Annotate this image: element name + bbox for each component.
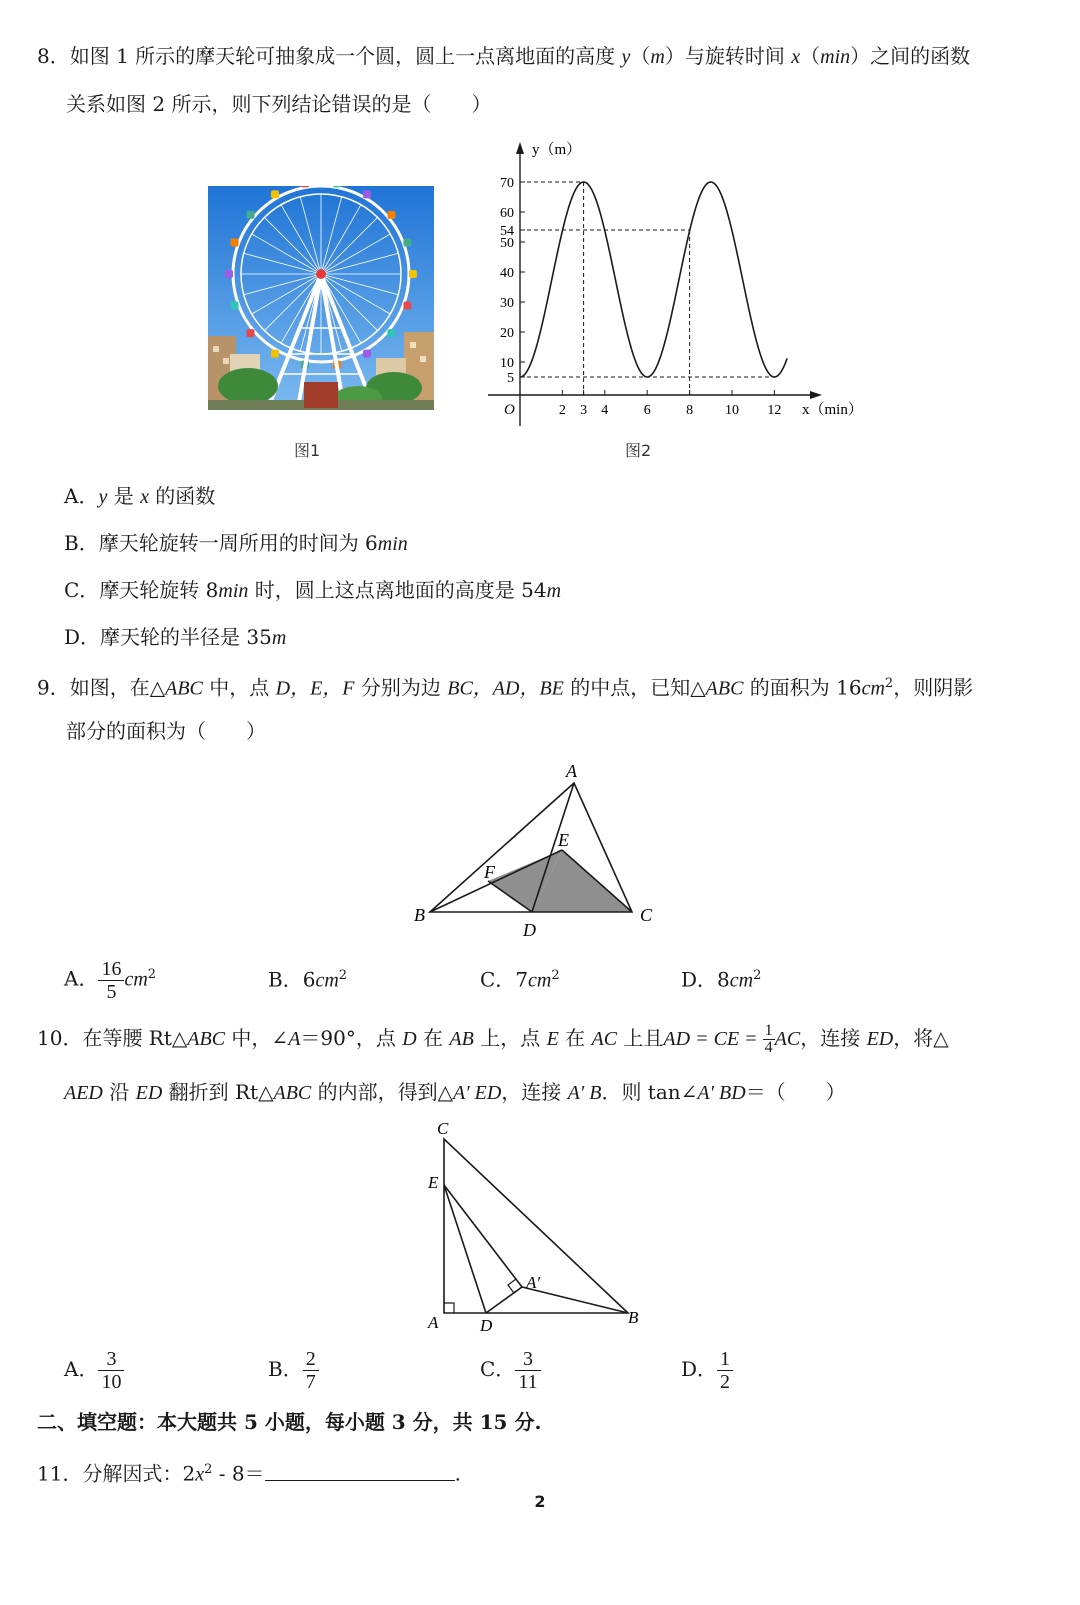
label-a: A <box>566 761 577 781</box>
origin-label: O <box>504 402 515 418</box>
segment-ed <box>444 1185 486 1313</box>
wheel-cabin <box>333 186 341 187</box>
question-number: 11． <box>37 1461 83 1486</box>
wheel-cabin <box>363 190 371 198</box>
y-axis-arrow <box>516 142 524 154</box>
q10-line2: AED 沿 ED 翻折到 Rt△ABC 的内部，得到△A′ ED，连接 A′ B．则 tan∠A′ BD＝（ ） <box>64 1080 846 1104</box>
label-d: D <box>523 920 536 940</box>
figure-2-caption: 图2 <box>625 441 652 460</box>
right-angle-mark-a-prime <box>508 1279 516 1293</box>
fraction: $\frac{1}{2}$ <box>717 1348 733 1393</box>
question-number: 9． <box>37 675 70 700</box>
x-tick-label: 3 <box>580 403 588 418</box>
y-tick-label: 20 <box>500 326 514 341</box>
q10-line1: 10．在等腰 Rt△ABC 中，∠A＝90°，点 D 在 AB 上，点 E 在 AC 上且AD = CE = $\frac{1}{4}$ AC，连接 ED，将△ <box>37 1022 949 1056</box>
y-tick-label: 40 <box>500 266 514 281</box>
q9-option-a[interactable]: A． $\frac{16}{5}$ $cm^2$ <box>64 957 157 1003</box>
y-tick-label: 50 <box>500 236 514 251</box>
label-d: D <box>480 1316 493 1335</box>
right-triangle-fold-figure <box>420 1115 660 1337</box>
label-e: E <box>428 1173 439 1192</box>
label-b: B <box>414 905 425 925</box>
wheel-cabin <box>387 329 395 337</box>
q9-line1: 9．如图，在△ABC 中，点 D，E，F 分别为边 BC，AD，BE 的中点，已知△ABC 的面积为 $16cm^2$，则阴影 <box>37 675 974 700</box>
fraction: $\frac{3}{10}$ <box>98 1348 124 1393</box>
x-tick-label: 8 <box>686 403 694 418</box>
x-axis-label: x（min） <box>802 402 863 418</box>
right-angle-mark-a <box>444 1303 454 1313</box>
q9-option-b[interactable]: B．$6cm^2$ <box>268 967 348 992</box>
wheel-cabin <box>387 211 395 219</box>
question-number: 8． <box>37 44 70 68</box>
question-number: 10． <box>37 1026 83 1050</box>
x-tick-label: 6 <box>643 403 651 418</box>
wheel-cabin <box>247 329 255 337</box>
wheel-cabin <box>363 350 371 358</box>
triangle-abc-figure <box>408 758 668 943</box>
fraction: $\frac{2}{7}$ <box>303 1348 319 1393</box>
wheel-cabin <box>403 239 411 247</box>
height-time-graph <box>480 136 880 436</box>
y-tick-label: 5 <box>507 371 514 386</box>
label-f: F <box>484 862 495 882</box>
q8-line2: 关系如图 2 所示，则下列结论错误的是（ ） <box>66 92 492 116</box>
q10-option-c[interactable]: C． $\frac{3}{11}$ <box>480 1344 541 1394</box>
segment-ea-prime <box>444 1185 522 1287</box>
wheel-cabin <box>231 301 239 309</box>
x-axis-arrow <box>810 391 822 399</box>
y-tick-label: 30 <box>500 296 514 311</box>
q11-line: 11．分解因式：$2x^2 - 8=$ . <box>37 1461 461 1486</box>
wheel-cabin <box>231 239 239 247</box>
y-tick-label: 60 <box>500 206 514 221</box>
height-curve <box>520 182 787 377</box>
y-axis-label: y（m） <box>532 142 582 158</box>
q9-option-c[interactable]: C．$7cm^2$ <box>480 967 560 992</box>
q8-option-b[interactable]: B．摩天轮旋转一周所用的时间为 6min <box>64 531 408 555</box>
y-tick-label: 70 <box>500 176 514 191</box>
page-number: 2 <box>534 1492 546 1511</box>
fraction: $\frac{3}{11}$ <box>515 1348 540 1393</box>
x-tick-label: 12 <box>767 403 782 418</box>
answer-blank[interactable] <box>265 1460 455 1481</box>
label-a: A <box>428 1313 439 1332</box>
label-a-prime: A′ <box>526 1273 541 1292</box>
q8-option-d[interactable]: D．摩天轮的半径是 35m <box>64 625 287 649</box>
q9-line2: 部分的面积为（ ） <box>66 719 266 743</box>
fraction: $\frac{1}{4}$ <box>764 1022 773 1056</box>
x-tick-label: 10 <box>725 403 739 418</box>
label-c: C <box>640 905 653 925</box>
wheel-cabin <box>409 270 417 278</box>
segment-da-prime <box>486 1287 522 1313</box>
label-b: B <box>628 1308 639 1327</box>
wheel-cabin <box>301 186 309 187</box>
label-c: C <box>437 1119 449 1138</box>
figure-1-caption: 图1 <box>294 441 321 460</box>
q10-option-b[interactable]: B． $\frac{2}{7}$ <box>268 1344 319 1394</box>
wheel-cabin <box>271 350 279 358</box>
q10-option-d[interactable]: D． $\frac{1}{2}$ <box>681 1344 733 1394</box>
y-tick-label: 10 <box>500 356 514 371</box>
wheel-cabin <box>225 270 233 278</box>
q8-option-c[interactable]: C．摩天轮旋转 8min 时，圆上这点离地面的高度是 54m <box>64 578 562 602</box>
wheel-cabin <box>247 211 255 219</box>
x-tick-label: 2 <box>558 403 566 418</box>
wheel-cabin <box>403 301 411 309</box>
ferris-wheel-photo <box>208 186 434 410</box>
q8-line1: 8．如图 1 所示的摩天轮可抽象成一个圆，圆上一点离地面的高度 y（m）与旋转时间 x（min）之间的函数 <box>37 44 971 68</box>
y-tick-label: 54 <box>500 224 514 239</box>
wheel-cabin <box>271 190 279 198</box>
x-tick-label: 4 <box>601 403 609 418</box>
q9-option-d[interactable]: D．$8cm^2$ <box>681 967 762 992</box>
label-e: E <box>558 830 569 850</box>
q8-option-a[interactable]: A．y 是 x 的函数 <box>64 484 216 508</box>
fraction: $\frac{16}{5}$ <box>98 958 124 1003</box>
q10-option-a[interactable]: A． $\frac{3}{10}$ <box>64 1344 124 1394</box>
section-heading: 二、填空题：本大题共 5 小题，每小题 3 分，共 15 分. <box>37 1410 542 1434</box>
